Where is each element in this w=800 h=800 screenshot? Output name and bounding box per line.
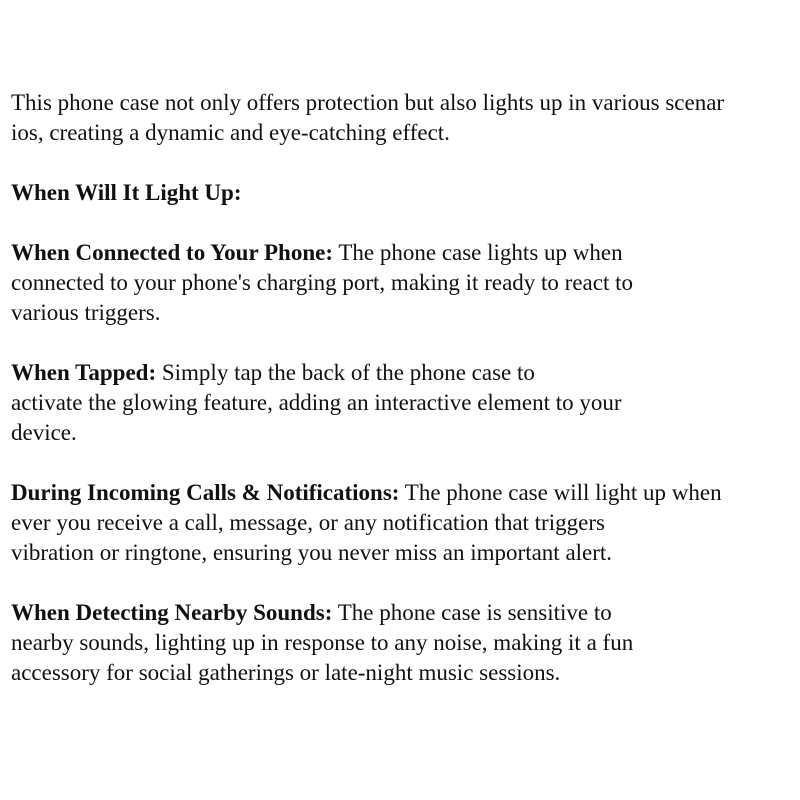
section-title: During Incoming Calls & Notifications: [11,480,400,505]
section-tapped [11,358,800,448]
section-text: The phone case will light up when [399,480,722,505]
heading-text: When Will It Light Up: [11,180,242,205]
section-line: device. [11,420,77,445]
section-connected [11,238,800,328]
product-description [11,88,800,718]
section-first-line [11,598,800,628]
section-line: connected to your phone's charging port, making it ready to react to [11,270,633,295]
section-text: The phone case is sensitive to [332,600,612,625]
section-title: When Tapped: [11,360,157,385]
section-heading [11,178,800,208]
section-line: accessory for social gatherings or late-night music sessions. [11,660,561,685]
section-line: ever you receive a call, message, or any notification that triggers [11,510,605,535]
section-first-line [11,478,800,508]
section-title: When Connected to Your Phone: [11,240,334,265]
section-incoming-calls [11,478,800,568]
intro-line: ios, creating a dynamic and eye-catching effect. [11,120,450,145]
section-title: When Detecting Nearby Sounds: [11,600,333,625]
section-text: The phone case lights up when [333,240,623,265]
intro-paragraph [11,88,800,148]
section-nearby-sounds [11,598,800,688]
section-line: activate the glowing feature, adding an interactive element to your [11,390,622,415]
intro-line: This phone case not only offers protection but also lights up in various scenar [11,90,725,115]
section-line: various triggers. [11,300,161,325]
section-line: nearby sounds, lighting up in response to any noise, making it a fun [11,630,634,655]
section-line: vibration or ringtone, ensuring you never miss an important alert. [11,540,613,565]
section-first-line [11,358,800,388]
section-first-line [11,238,800,268]
section-text: Simply tap the back of the phone case to [156,360,535,385]
